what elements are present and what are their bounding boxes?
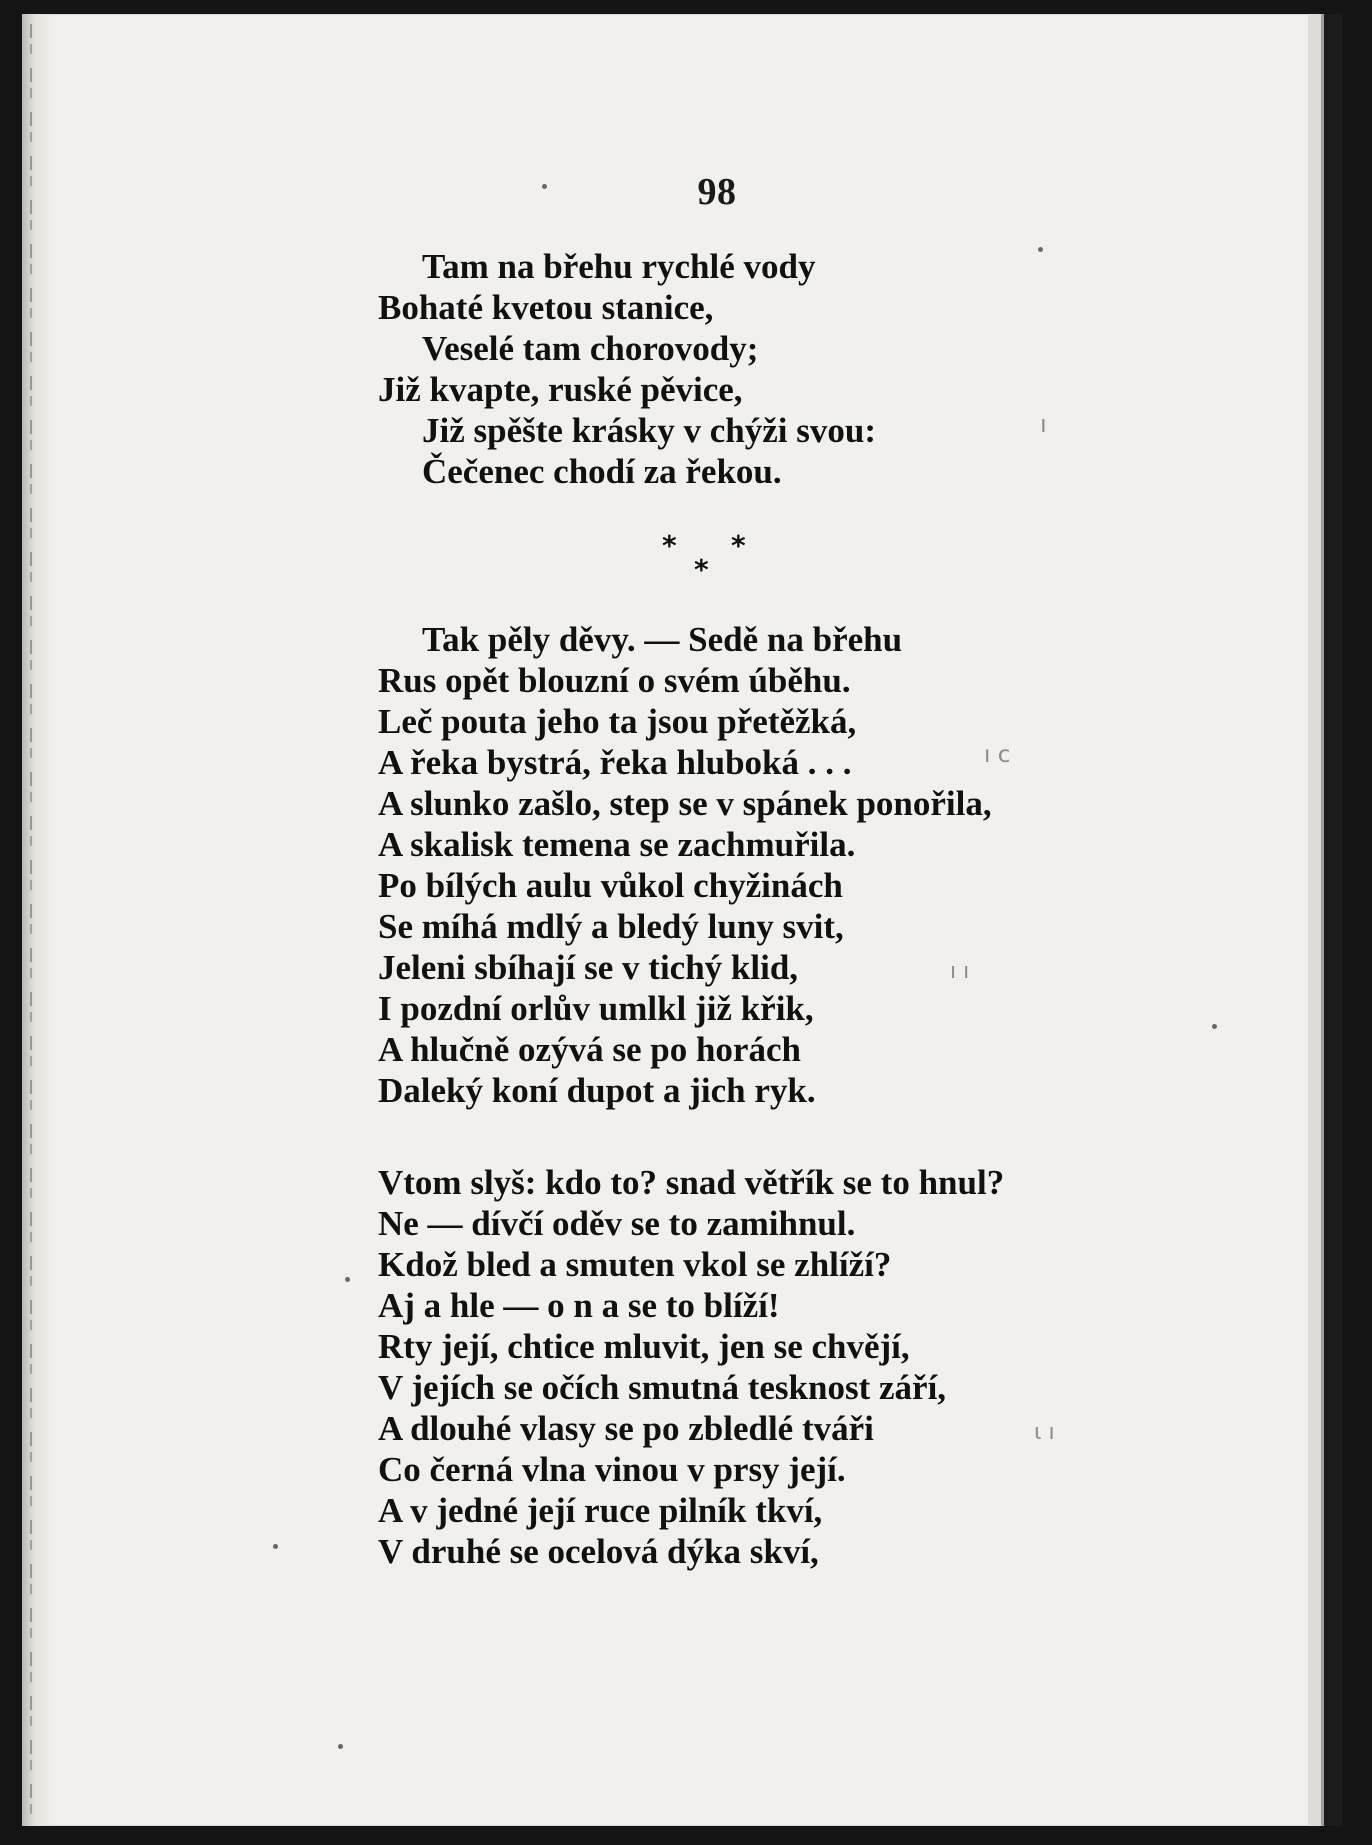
poem-line: Kdož bled a smuten vkol se zhlíží? [378,1245,892,1284]
poem-line: Co černá vlna vinou v prsy její. [378,1450,846,1489]
poem-line: Tak pěly děvy. — Sedě na břehu [422,620,903,659]
left-page-gutter [22,14,56,1826]
poem-line: A řeka bystrá, řeka hluboká . . . [378,743,852,782]
poem-line: V druhé se ocelová dýka skví, [378,1532,819,1571]
separator-star: * [694,553,709,586]
poem-line: Aj a hle — o n a se to blíží! [378,1286,780,1325]
poem-line: A skalisk temena se zachmuřila. [378,825,856,864]
print-speck [345,1277,350,1282]
poem-line: Vtom slyš: kdo to? snad větřík se to hnul? [378,1163,1005,1202]
page-number: 98 [697,171,737,213]
poem-line: A slunko zašlo, step se v spánek ponořila, [378,784,992,823]
poem-line: Ne — dívčí oděv se to zamihnul. [378,1204,856,1243]
poem-line: Čečenec chodí za řekou. [422,452,782,491]
handwritten-mark: ı c [984,742,1011,768]
poem-stanza-2 [378,619,1138,1111]
poem-line: Leč pouta jeho ta jsou přetěžká, [378,702,857,741]
print-speck [273,1544,278,1549]
poem-line: I pozdní orlův umlkl již křik, [378,989,814,1028]
print-speck [1212,1024,1217,1029]
section-separator [650,529,770,584]
handwritten-mark: ɩ ı [1034,1420,1055,1445]
poem-line: Již spěšte krásky v chýži svou: [422,411,877,450]
separator-star: * [662,529,677,562]
poem-stanza-1 [378,246,1138,492]
handwritten-mark: ı [1040,410,1047,438]
poem-line: A hlučně ozývá se po horách [378,1030,801,1069]
separator-star: * [731,529,746,562]
poem-line: Se míhá mdlý a bledý luny svit, [378,907,844,946]
poem-line: V jejích se očích smutná tesknost září, [378,1368,947,1407]
poem-line: Bohaté kvetou stanice, [378,288,714,327]
poem-line: Jeleni sbíhají se v tichý klid, [378,948,799,987]
poem-line: Již kvapte, ruské pěvice, [378,370,743,409]
handwritten-mark: ı ı [950,959,970,984]
print-speck [542,184,547,189]
book-page [22,14,1342,1826]
poem-line: Tam na břehu rychlé vody [422,247,816,286]
print-speck [338,1744,343,1749]
poem-line: Rus opět blouzní o svém úběhu. [378,661,851,700]
right-page-edge [1308,14,1342,1826]
poem-line: Veselé tam chorovody; [422,329,759,368]
poem-line: Po bílých aulu vůkol chyžinách [378,866,843,905]
print-speck [1038,247,1043,252]
poem-line: Rty její, chtice mluvit, jen se chvějí, [378,1327,910,1366]
poem-stanza-3 [378,1162,1138,1572]
poem-line: A v jedné její ruce pilník tkví, [378,1491,823,1530]
poem-line: A dlouhé vlasy se po zbledlé tváři [378,1409,874,1448]
poem-line: Daleký koní dupot a jich ryk. [378,1071,816,1110]
